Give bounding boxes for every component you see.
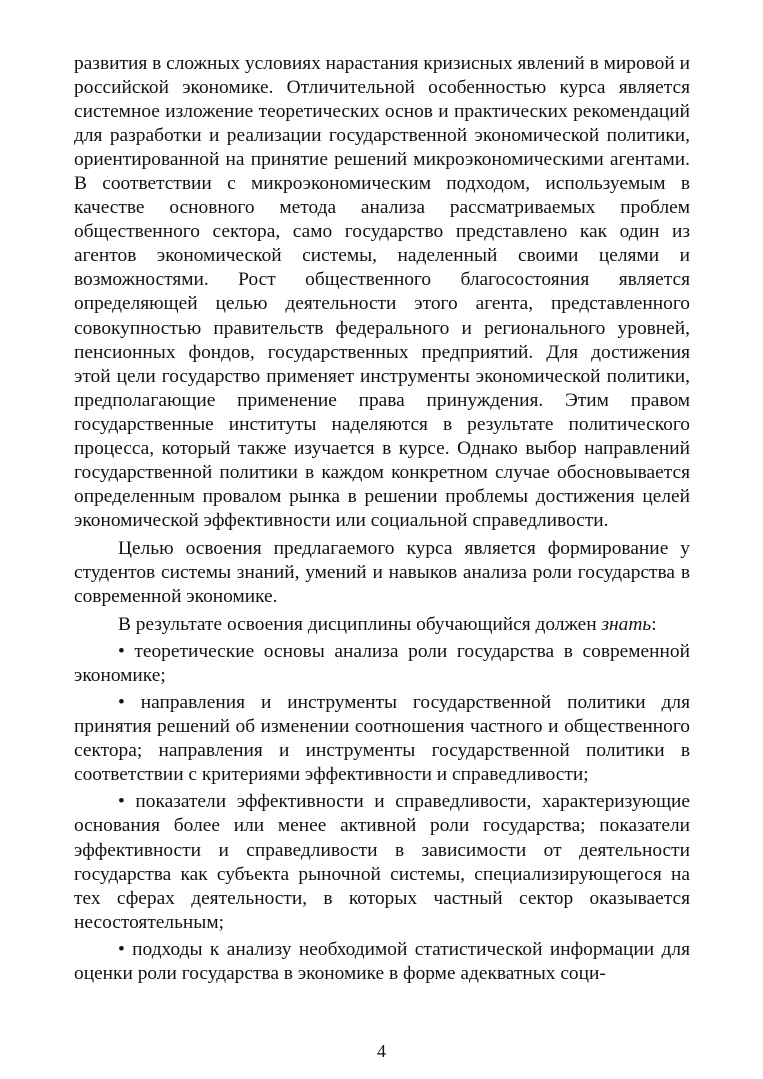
- bullet-item: • направления и инструменты государственной политики для принятия решений об изменении соотношения частного и общественного сектора; направления и инструменты государственной политики в соответствии с критериями эффективности и справедливости;: [74, 692, 690, 786]
- bullet-item: • подходы к анализу необходимой статистической информации для оценки роли государства в экономике в форме адекватных соци-: [74, 938, 690, 984]
- paragraph-course-goal: Целью освоения предлагаемого курса является формирование у студентов системы знаний, умений и навыков анализа роли государства в современной экономике.: [74, 537, 690, 608]
- page-number: 4: [377, 1041, 386, 1061]
- paragraph-know-intro: [74, 613, 690, 637]
- body-text: [74, 52, 690, 986]
- know-intro-text: В результате освоения дисциплины обучающийся должен: [118, 614, 602, 636]
- bullet-item: • теоретические основы анализа роли государства в современной экономике;: [74, 641, 690, 687]
- paragraph-continuation: развития в сложных условиях нарастания кризисных явлений в мировой и российской экономике. Отличительной особенностью курса является системное изложение теоретических основ и практических рекомендаций для разработки и реализации государственной экономической политики, ориентированной на принятие решений микроэкономическими агентами. В соответствии с микроэкономическим подходом, используемым в качестве основного метода анализа рассматриваемых проблем общественного сектора, само государство представлено как один из агентов экономической системы, наделенный своими целями и возможностями. Рост общественного благосостояния является определяющей целью деятельности этого агента, представленного совокупностью правительств федерального и регионального уровней, пенсионных фондов, государственных предприятий. Для достижения этой цели государство применяет инструменты экономической политики, предполагающие применение права принуждения. Этим правом государственные институты наделяются в результате политического процесса, который также изучается в курсе. Однако выбор направлений государственной политики в каждом конкретном случае обосновывается определенным провалом рынка в решении проблемы достижения целей экономической эффективности или социальной справедливости.: [74, 53, 690, 531]
- bullet-item: • показатели эффективности и справедливости, характеризующие основания более или менее активной роли государства; показатели эффективности и справедливости в зависимости от деятельности государства как субъекта рыночной системы, специализирующегося на тех сферах деятельности, в которых частный сектор оказывается несостоятельным;: [74, 791, 690, 933]
- know-emphasis: знать: [601, 614, 652, 636]
- know-intro-suffix: :: [651, 614, 657, 636]
